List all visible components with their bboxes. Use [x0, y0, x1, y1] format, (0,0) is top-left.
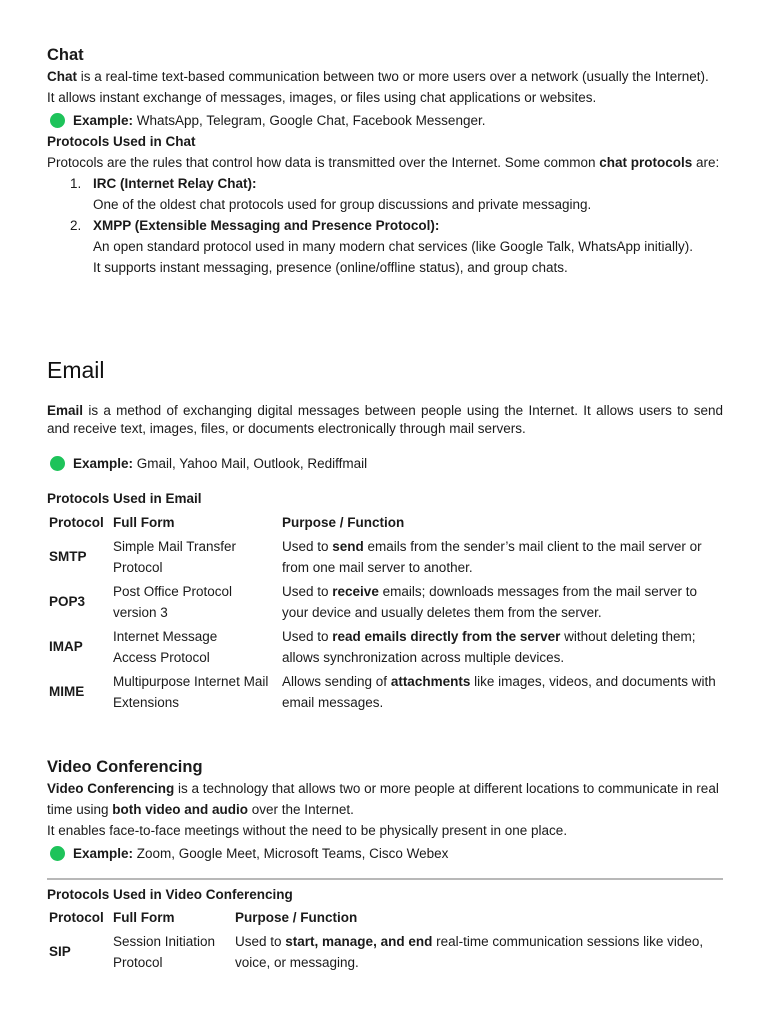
green-circle-icon	[50, 846, 65, 861]
chat-intro: Chat is a real-time text-based communication between two or more users over a network (usually the Internet).	[47, 69, 709, 84]
video-line2: It enables face-to-face meetings without the need to be physically present in one place.	[47, 823, 568, 838]
video-protocols-heading: Protocols Used in Video Conferencing	[47, 887, 293, 902]
email-section	[47, 355, 723, 714]
chat-protocol-list	[47, 173, 723, 278]
email-protocols-heading: Protocols Used in Email	[47, 491, 202, 506]
table-header-row: Protocol Full Form Purpose / Function	[49, 909, 358, 925]
table-row: MIME Multipurpose Internet Mail Extensions Allows sending of attachments like images, videos, and documents with email messages.	[49, 673, 716, 710]
video-intro: Video Conferencing is a technology that allows two or more people at different locations to communicate in real time using both video and audio over the Internet.	[47, 781, 719, 817]
green-circle-icon	[50, 113, 65, 128]
green-circle-icon	[50, 456, 65, 471]
table-header-row: Protocol Full Form Purpose / Function	[49, 514, 405, 530]
table-row: SMTP Simple Mail Transfer Protocol Used to send emails from the sender’s mail client to the mail server or from one mail server to another.	[49, 538, 702, 575]
chat-protocols-intro: Protocols are the rules that control how data is transmitted over the Internet. Some common chat protocols are:	[47, 155, 720, 170]
table-row: POP3 Post Office Protocol version 3 Used to receive emails; downloads messages from the mail server to your device and usually deletes them from the server.	[49, 583, 697, 620]
section-divider	[47, 878, 723, 880]
video-protocol-table	[47, 905, 723, 974]
chat-line2: It allows instant exchange of messages, images, or files using chat applications or websites.	[47, 90, 597, 105]
chat-protocols-heading: Protocols Used in Chat	[47, 134, 196, 149]
list-item: 1. IRC (Internet Relay Chat): One of the oldest chat protocols used for group discussions and private messaging.	[70, 176, 592, 212]
email-title: Email	[47, 357, 105, 383]
table-row: IMAP Internet Message Access Protocol Used to read emails directly from the server without deleting them; allows synchronization across multiple devices.	[49, 628, 696, 665]
chat-section	[47, 44, 723, 278]
chat-title: Chat	[47, 46, 84, 64]
chat-example: Example: WhatsApp, Telegram, Google Chat, Facebook Messenger.	[47, 110, 723, 131]
video-title: Video Conferencing	[47, 758, 203, 776]
email-protocol-table	[47, 510, 722, 714]
video-section	[47, 756, 723, 974]
list-item: 2. XMPP (Extensible Messaging and Presence Protocol): An open standard protocol used in many modern chat services (like Google Talk, WhatsApp initially). It supports instant messaging, presence (online/offline status), and group chats.	[70, 218, 694, 275]
table-row: SIP Session Initiation Protocol Used to start, manage, and end real-time communication sessions like video, voice, or messaging.	[49, 933, 704, 970]
email-example: Example: Gmail, Yahoo Mail, Outlook, Rediffmail	[47, 453, 723, 474]
email-intro: Email is a method of exchanging digital messages between people using the Internet. It allows users to send and receive text, images, files, or documents electronically through mail servers.	[47, 403, 723, 436]
video-example: Example: Zoom, Google Meet, Microsoft Teams, Cisco Webex	[47, 843, 723, 864]
